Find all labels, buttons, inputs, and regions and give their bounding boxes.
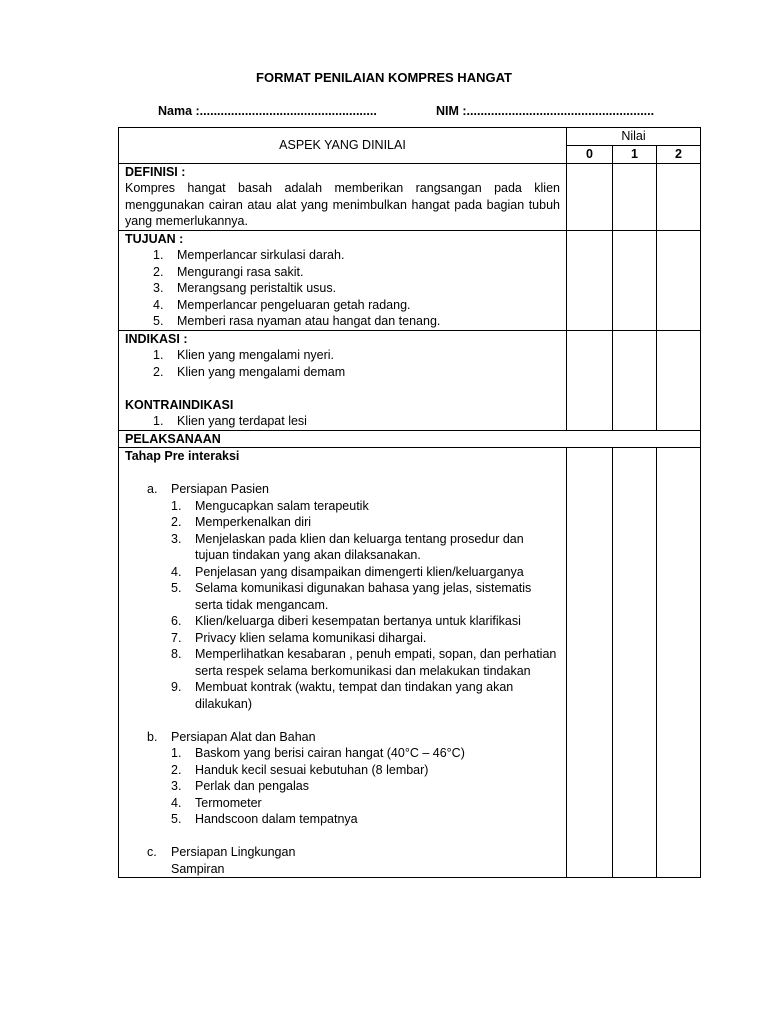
list-item: 2. Handuk kecil sesuai kebutuhan (8 lembar) bbox=[171, 762, 429, 777]
section-heading: b. Persiapan Alat dan Bahan bbox=[147, 729, 316, 744]
list-item: 1. Mengucapkan salam terapeutik bbox=[171, 498, 369, 513]
tujuan-cell bbox=[119, 230, 567, 330]
list-item: 1. Baskom yang berisi cairan hangat (40°C – 46°C) bbox=[171, 746, 465, 760]
score-box[interactable] bbox=[567, 230, 613, 330]
score-col-1: 1 bbox=[613, 146, 657, 164]
score-box[interactable] bbox=[657, 448, 701, 878]
sampiran-line: Sampiran bbox=[171, 861, 225, 876]
definisi-text: Kompres hangat basah adalah memberikan rangsangan pada klien menggunakan cairan atau alat yang menimbulkan hangat pada bagian tubuh yang memerlukannya. bbox=[125, 181, 560, 228]
list-item: 2. Mengurangi rasa sakit. bbox=[153, 264, 304, 279]
list-item: 8. Memperlihatkan kesabaran , penuh empati, sopan, dan perhatian serta respek selama berkomunikasi dan melakukan tindakan bbox=[171, 647, 557, 678]
list-item: 3. Menjelaskan pada klien dan keluarga tentang prosedur dan tujuan tindakan yang akan dilaksanakan. bbox=[171, 531, 524, 562]
pre-interaksi-cell bbox=[119, 448, 567, 878]
list-item: 2. Klien yang mengalami demam bbox=[153, 364, 346, 379]
list-item: 5. Selama komunikasi digunakan bahasa yang jelas, sistematis serta tidak mengancam. bbox=[171, 581, 532, 612]
indikasi-heading: INDIKASI : bbox=[125, 331, 188, 346]
identity-row bbox=[158, 104, 718, 118]
list-item: 1. Memperlancar sirkulasi darah. bbox=[153, 248, 345, 262]
score-box[interactable] bbox=[657, 230, 701, 330]
score-box[interactable] bbox=[613, 448, 657, 878]
list-item: 4. Termometer bbox=[171, 795, 262, 810]
list-item: 7. Privacy klien selama komunikasi dihargai. bbox=[171, 630, 427, 645]
list-item: 4. Memperlancar pengeluaran getah radang. bbox=[153, 297, 411, 312]
document-title: FORMAT PENILAIAN KOMPRES HANGAT bbox=[256, 70, 512, 85]
score-box[interactable] bbox=[657, 330, 701, 430]
list-item: 3. Perlak dan pengalas bbox=[171, 779, 309, 793]
list-item: 5. Memberi rasa nyaman atau hangat dan tenang. bbox=[153, 314, 441, 328]
kontraindikasi-heading: KONTRAINDIKASI bbox=[125, 397, 234, 412]
score-box[interactable] bbox=[657, 163, 701, 230]
list-item: 1. Klien yang mengalami nyeri. bbox=[153, 348, 335, 362]
definisi-cell bbox=[119, 163, 567, 230]
score-box[interactable] bbox=[567, 330, 613, 430]
score-header: Nilai bbox=[567, 128, 701, 146]
definisi-heading: DEFINISI : bbox=[125, 164, 186, 179]
score-box[interactable] bbox=[613, 163, 657, 230]
section-heading: c. Persiapan Lingkungan bbox=[147, 845, 296, 859]
score-box[interactable] bbox=[613, 230, 657, 330]
nama-field[interactable]: Nama :................................................... bbox=[158, 104, 377, 118]
list-item: 3. Merangsang peristaltik usus. bbox=[153, 281, 337, 295]
list-item: 6. Klien/keluarga diberi kesempatan bertanya untuk klarifikasi bbox=[171, 614, 521, 628]
score-box[interactable] bbox=[567, 448, 613, 878]
aspect-header: ASPEK YANG DINILAI bbox=[119, 128, 567, 164]
list-item: 5. Handscoon dalam tempatnya bbox=[171, 812, 358, 826]
assessment-table bbox=[118, 127, 701, 878]
list-item: 9. Membuat kontrak (waktu, tempat dan tindakan yang akan dilakukan) bbox=[171, 680, 514, 711]
list-item: 1. Klien yang terdapat lesi bbox=[153, 414, 307, 428]
section-heading: a. Persiapan Pasien bbox=[147, 482, 269, 496]
list-item: 2. Memperkenalkan diri bbox=[171, 515, 312, 529]
pelaksanaan-heading: PELAKSANAAN bbox=[119, 430, 701, 448]
stage-heading: Tahap Pre interaksi bbox=[125, 449, 240, 463]
score-col-0: 0 bbox=[567, 146, 613, 164]
list-item: 4. Penjelasan yang disampaikan dimengerti klien/keluarganya bbox=[171, 564, 524, 579]
indikasi-cell bbox=[119, 330, 567, 430]
tujuan-heading: TUJUAN : bbox=[125, 231, 184, 246]
score-box[interactable] bbox=[613, 330, 657, 430]
nim-field[interactable]: NIM :...................................................... bbox=[436, 104, 655, 118]
score-col-2: 2 bbox=[657, 146, 701, 164]
score-box[interactable] bbox=[567, 163, 613, 230]
